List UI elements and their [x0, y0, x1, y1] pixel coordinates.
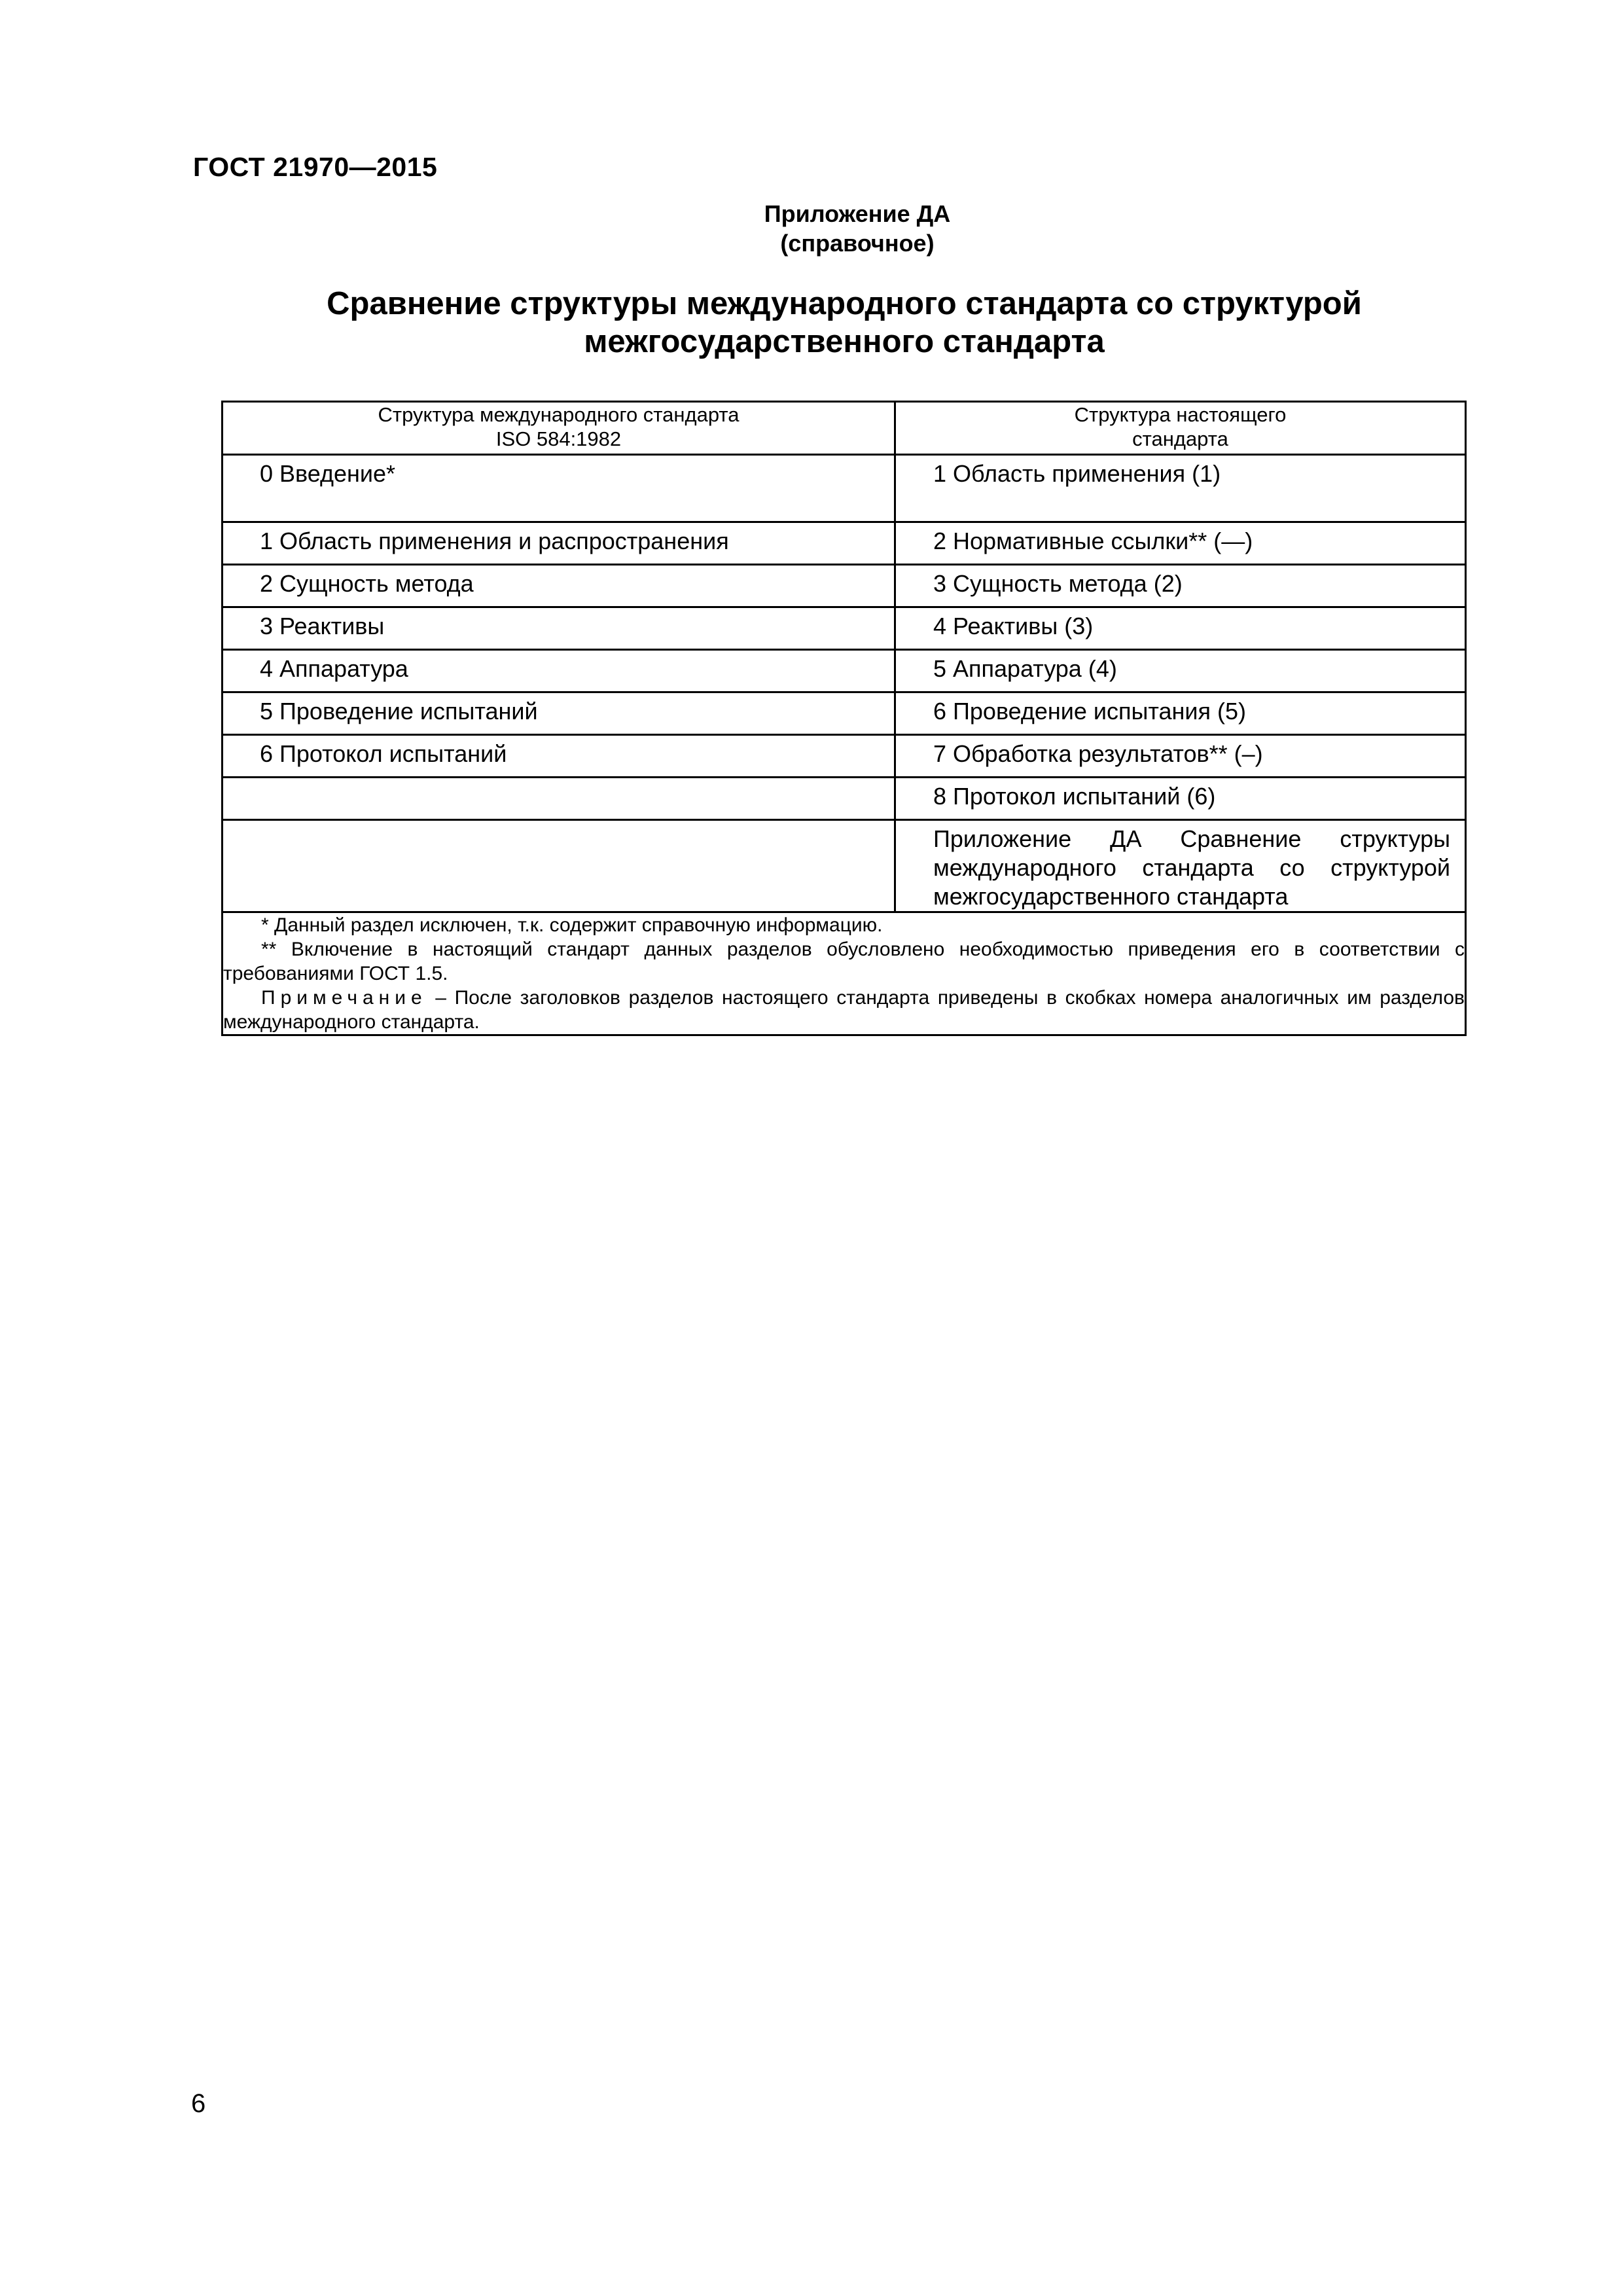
- table-cell-left: [223, 522, 895, 565]
- table-row: [223, 455, 1466, 522]
- table-row: [223, 692, 1466, 735]
- table-row: [223, 778, 1466, 820]
- header-right-line-2: стандарта: [1132, 427, 1228, 450]
- table-cell-left: [223, 820, 895, 912]
- table-row: [223, 522, 1466, 565]
- cell-text: 7 Обработка результатов** (–): [933, 740, 1263, 767]
- cell-text: 3 Сущность метода (2): [933, 570, 1183, 597]
- table-row: [223, 607, 1466, 650]
- table-cell-right: [895, 692, 1466, 735]
- structure-comparison-table: [221, 401, 1467, 1036]
- table-notes-row: [223, 912, 1466, 1035]
- table-cell-right: [895, 607, 1466, 650]
- note-text: – После заголовков разделов настоящего стандарта приведены в скобках номера аналогичных им разделов международного стандарта.: [223, 987, 1465, 1033]
- header-current-structure: [895, 402, 1466, 455]
- cell-text: 1 Область применения (1): [933, 460, 1221, 487]
- header-international-structure: [223, 402, 895, 455]
- header-left-line-1: Структура международного стандарта: [378, 403, 740, 426]
- cell-text: 0 Введение*: [260, 460, 396, 487]
- cell-text: 5 Аппаратура (4): [933, 655, 1117, 682]
- table-row-annex: [223, 820, 1466, 912]
- annex-row-line-3: межгосударственного стандарта: [933, 883, 1289, 910]
- table-cell-left: [223, 778, 895, 820]
- table-cell-left: [223, 455, 895, 522]
- footnote-included: ** Включение в настоящий стандарт данных разделов обусловлено необходимостью приведения его в соответствии с требованиями ГОСТ 1.5.: [223, 939, 1465, 984]
- cell-text: 6 Протокол испытаний: [260, 740, 507, 767]
- document-code: ГОСТ 21970—2015: [193, 152, 438, 182]
- annex-row-line-2: международного стандарта со структурой: [933, 854, 1450, 881]
- table-cell-right: [895, 522, 1466, 565]
- table-cell-left: [223, 692, 895, 735]
- cell-text: 2 Нормативные ссылки** (—): [933, 528, 1253, 554]
- note-label: Примечание: [261, 987, 427, 1009]
- table-cell-right: [895, 820, 1466, 912]
- cell-text: 4 Аппаратура: [260, 655, 408, 682]
- annex-type: (справочное): [780, 230, 935, 257]
- table-row: [223, 565, 1466, 607]
- annex-row-text: [896, 821, 1465, 911]
- cell-text: 6 Проведение испытания (5): [933, 698, 1247, 725]
- table-row: [223, 735, 1466, 778]
- table-cell-left: [223, 565, 895, 607]
- document-title-line-2: межгосударственного стандарта: [584, 324, 1105, 359]
- header-right-line-1: Структура настоящего: [1074, 403, 1287, 426]
- cell-text: 5 Проведение испытаний: [260, 698, 538, 725]
- table-cell-left: [223, 607, 895, 650]
- cell-text: 2 Сущность метода: [260, 570, 474, 597]
- footnote-excluded: * Данный раздел исключен, т.к. содержит справочную информацию.: [261, 914, 883, 936]
- cell-text: [223, 821, 894, 825]
- table-notes: [223, 912, 1466, 1035]
- cell-text: 1 Область применения и распространения: [260, 528, 729, 554]
- table-header-row: [223, 402, 1466, 455]
- table-cell-right: [895, 735, 1466, 778]
- annex-row-line-1: Приложение ДА Сравнение структуры: [933, 825, 1450, 852]
- document-title-line-1: Сравнение структуры международного стандарта со структурой: [327, 286, 1362, 321]
- table-cell-right: [895, 455, 1466, 522]
- table-row: [223, 650, 1466, 692]
- note-remark: [223, 986, 1465, 1034]
- table-cell-left: [223, 650, 895, 692]
- page-number: 6: [191, 2089, 206, 2118]
- table-cell-left: [223, 735, 895, 778]
- table-cell-right: [895, 565, 1466, 607]
- table-cell-right: [895, 778, 1466, 820]
- cell-text: [223, 778, 894, 782]
- table-cell-right: [895, 650, 1466, 692]
- document-title: [196, 285, 1492, 361]
- annex-label: Приложение ДА: [764, 200, 951, 227]
- header-left-line-2: ISO 584:1982: [495, 427, 622, 450]
- cell-text: 8 Протокол испытаний (6): [933, 783, 1216, 810]
- cell-text: 3 Реактивы: [260, 613, 385, 639]
- cell-text: 4 Реактивы (3): [933, 613, 1094, 639]
